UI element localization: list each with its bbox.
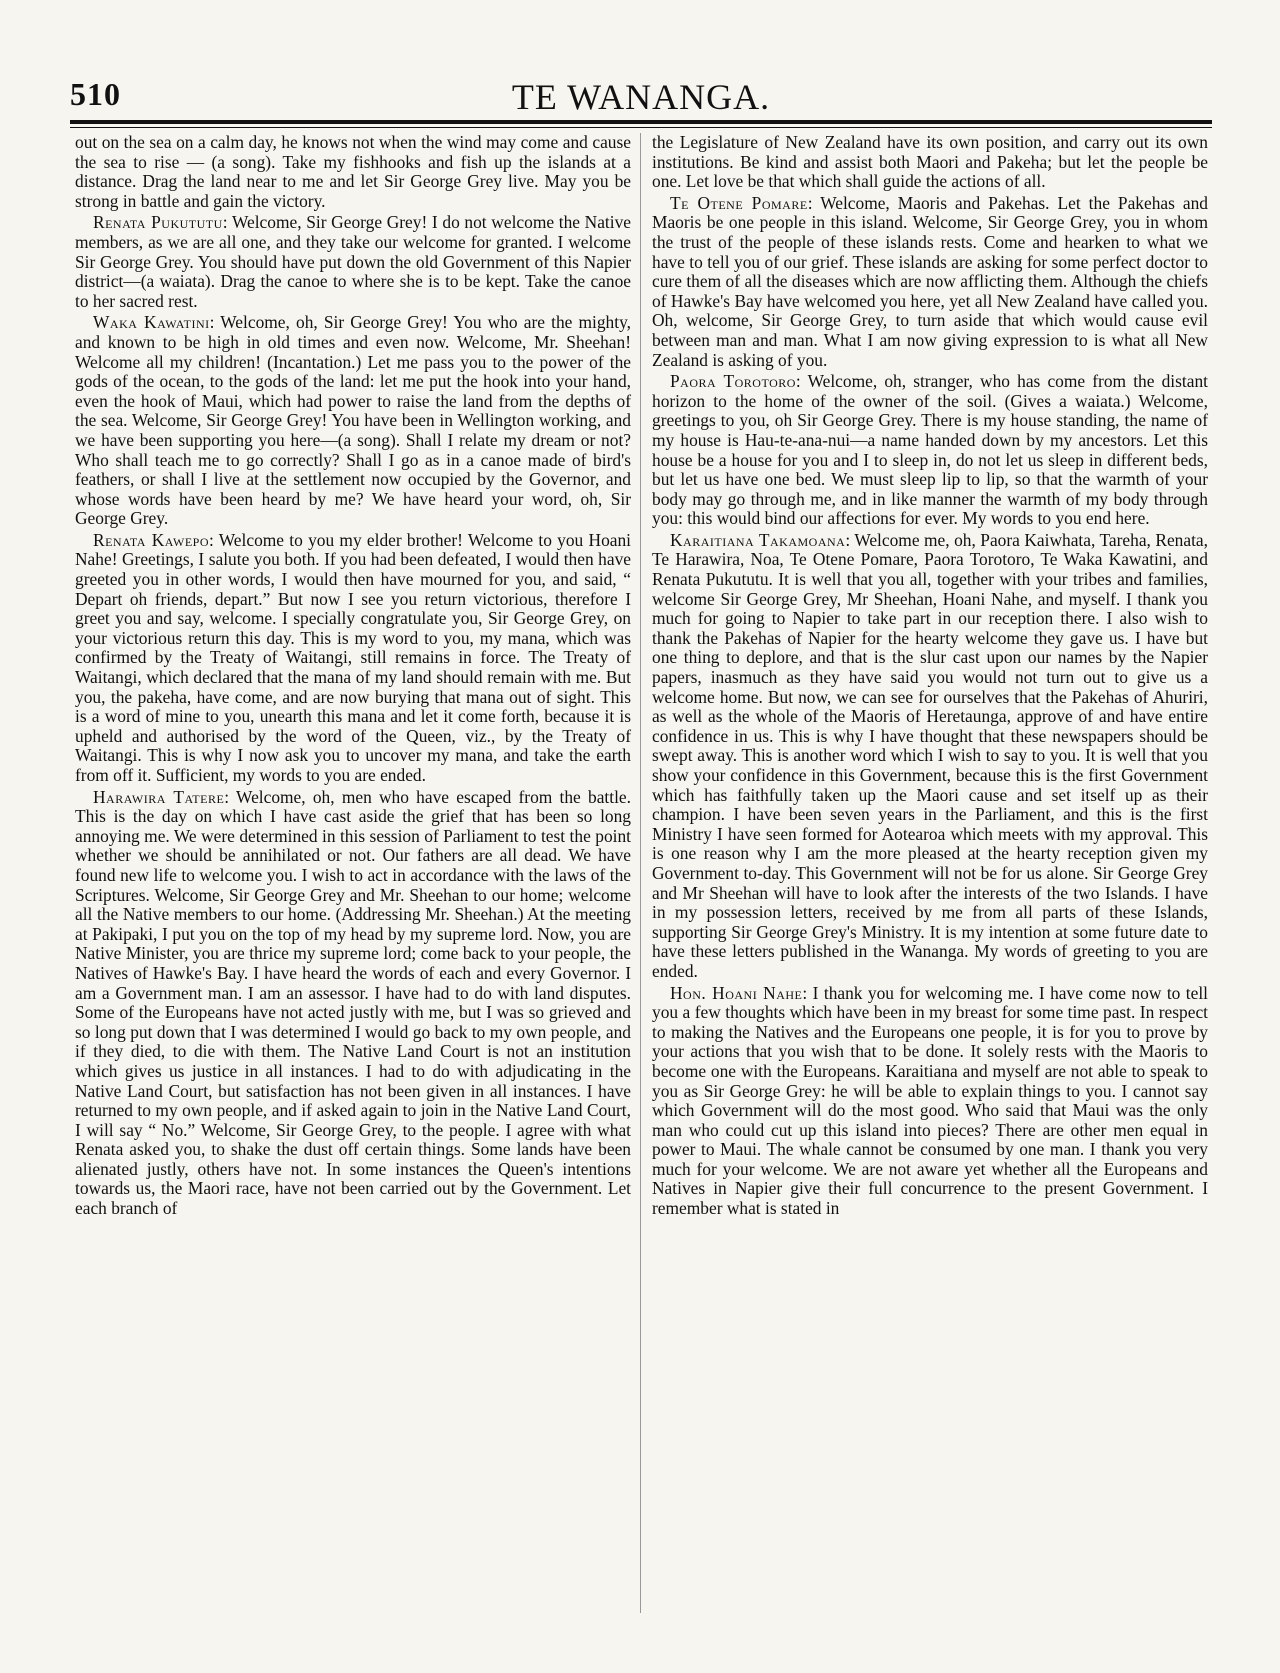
column-divider	[640, 133, 641, 1613]
speaker-name: Waka Kawatini	[93, 312, 210, 333]
paragraph-text: : Welcome, oh, Sir George Grey! You who are the mighty, and known to be high in old times and even now. Welcome, Mr. Sheehan! Welcome all my children! (Incantation.) Let me pass you to the power of the gods of the ocean, to the gods of the land: let me put the hook into your hand, even the hook of Maui, which had power to raise the land from the depths of the sea. Welcome, Sir George Grey! You have been in Wellington working, and we have been supporting you here—(a song). Shall I relate my dream or not? Who shall teach me to go correctly? Shall I go as in a canoe made of bird's feathers, or shall I live at the settlement now occupied by the Governor, and whose words have been heard by me? We have heard your word, oh, Sir George Grey.	[75, 312, 631, 529]
paragraph-text: : Welcome, Maoris and Pakehas. Let the Pakehas and Maoris be one people in this island. Welcome, Sir George Grey, you in whom the trust of the people of these islands rests. Come and hearken to what we have to tell you of our grief. These islands are asking for some perfect doctor to cure them of all the diseases which are now afflicting them. Although the chiefs of Hawke's Bay have welcomed you here, yet all New Zealand have called you. Oh, welcome, Sir George Grey, to turn aside that which would cause evil between man and man. What I am now giving expression to is what all New Zealand is asking of you.	[652, 192, 1209, 370]
speaker-name: Renata Pukututu	[93, 212, 223, 233]
speaker-name: Te Otene Pomare	[670, 192, 808, 213]
paragraph-text: the Legislature of New Zealand have its own position, and carry out its own institutions. Be kind and assist both Maori and Pakeha; but let the people be one. Let love be that which shall guide the actions of all.	[652, 132, 1208, 192]
paragraph	[652, 531, 1208, 982]
page-number: 510	[70, 76, 121, 112]
paragraph-text: : Welcome, oh, men who have escaped from the battle. This is the day on which I have cast aside the grief that has been so long annoying me. We were determined in this session of Parliament to test the point whether we should be annihilated or not. Our fathers are all dead. We have found new life to welcome you. I wish to act in accordance with the laws of the Scriptures. Welcome, Sir George Grey and Mr. Sheehan to our home; welcome all the Native members to our home. (Addressing Mr. Sheehan.) At the meeting at Pakipaki, I put you on the top of my head by my supreme lord. Now, you are Native Minister, you are thrice my supreme lord; come back to your people, the Natives of Hawke's Bay. I have heard the words of each and every Governor. I am a Government man. I am an assessor. I have had to do with land disputes. Some of the Europeans have not acted justly with me, but I was so grieved and so long put down that I was determined I would go back to my own people, and if they died, to die with them. The Native Land Court is not an institution which gives us justice in all instances. I had to do with adjudicating in the Native Land Court, but satisfaction has not been given in all instances. I have returned to my own people, and if asked again to join in the Native Land Court, I will say “ No.” Welcome, Sir George Grey, to the people. I agree with what Renata asked you, to shake the dust off certain things. Some lands have been alienated justly, others have not. In some instances the Queen's intentions towards us, the Maori race, have not been carried out by the Government. Let each branch of	[75, 786, 631, 1219]
masthead	[70, 68, 1212, 128]
paragraph	[652, 372, 1208, 529]
paragraph	[652, 984, 1208, 1219]
newspaper-title: TE WANANGA.	[511, 77, 771, 117]
masthead-rule-thick	[70, 120, 1212, 124]
paragraph-text: : Welcome to you my elder brother! Welcome to you Hoani Nahe! Greetings, I salute you both. If you had been defeated, I would then have greeted you in other words, I would then have mourned for you, and said, “ Depart oh friends, depart.” But now I see you return victorious, therefore I greet you and say, welcome. I specially congratulate you, Sir George Grey, on your victorious return this day. This is my word to you, my mana, which was confirmed by the Treaty of Waitangi, still remains in force. The Treaty of Waitangi, which declared that the mana of my land should remain with me. But you, the pakeha, have come, and are now burying that mana out of sight. This is a word of mine to you, unearth this mana and let it come forth, because it is upheld and authorised by the word of the Queen, viz., by the Treaty of Waitangi. This is why I now ask you to uncover my mana, and take the earth from off it. Sufficient, my words to you are ended.	[75, 529, 632, 785]
speaker-name: Paora Torotoro	[670, 371, 796, 392]
paragraph-text: : Welcome, oh, stranger, who has come from the distant horizon to the home of the owner of the soil. (Gives a waiata.) Welcome, greetings to you, oh Sir George Grey. There is my house standing, the name of my house is Hau-te-ana-nui—a name handed down by my ancestors. Let this house be a house for you and I to sleep in, do not let us sleep in different beds, but let us have one bed. We must sleep lip to lip, so that the warmth of your body may go through me, and in like manner the warmth of my body through you: this would bind our affections for ever. My words to you end here.	[652, 371, 1208, 529]
paragraph	[75, 788, 631, 1219]
paragraph-text: out on the sea on a calm day, he knows not when the wind may come and cause the sea to rise — (a song). Take my fishhooks and fish up the islands at a distance. Drag the land near to me and let Sir George Grey live. May you be strong in battle and gain the victory.	[75, 132, 631, 211]
right-column	[652, 133, 1208, 1221]
speaker-name: Renata Kawepo	[93, 529, 209, 550]
paragraph	[652, 194, 1208, 370]
masthead-rule-thin	[70, 127, 1212, 128]
speaker-name: Harawira Tatere	[93, 786, 225, 807]
speaker-name: Karaitiana Takamoana	[670, 529, 846, 550]
paragraph	[75, 531, 631, 786]
paragraph	[75, 133, 631, 211]
paragraph-text: : Welcome me, oh, Paora Kaiwhata, Tareha, Renata, Te Harawira, Noa, Te Otene Pomare, Paora Torotoro, Te Waka Kawatini, and Renata Pukututu. It is well that you all, together with your tribes and families, welcome Sir George Grey, Mr Sheehan, Hoani Nahe, and myself. I thank you much for going to Napier to take part in our reception there. I also wish to thank the Pakehas of Napier for the hearty welcome they gave us. I have but one thing to deplore, and that is the slur cast upon our names by the Napier papers, inasmuch as they have said you would not turn out to give us a welcome home. But now, we can see for ourselves that the Pakehas of Ahuriri, as well as the whole of the Maoris of Heretaunga, approve of and have entire confidence in us. This is why I have thought that these newspapers should be swept away. This is another word which I wish to say to you. It is well that you show your confidence in this Government, because this is the first Government which has faithfully taken up the Maori cause and set itself up as their champion. I have been seven years in the Parliament, and this is the first Ministry I have seen formed for Aotearoa which meets with my approval. This is one reason why I am the more pleased at the hearty reception given my Government to-day. This Government will not be for us alone. Sir George Grey and Mr Sheehan will have to look after the interests of the two Islands. I have in my possession letters, received by me from all parts of these Islands, supporting Sir George Grey's Ministry. It is my intention at some future date to have these letters published in the Wananga. My words of greeting to you are ended.	[652, 529, 1208, 981]
paragraph	[75, 213, 631, 311]
paragraph	[75, 313, 631, 529]
speaker-name: Hon. Hoani Nahe	[670, 982, 803, 1003]
paragraph-text: : I thank you for welcoming me. I have come now to tell you a few thoughts which have been in my breast for some time past. In respect to making the Natives and the Europeans one people, it is for you to prove by your actions that you wish that to be done. It solely rests with the Maoris to become one with the Europeans. Karaitiana and myself are not able to speak to you as Sir George Grey: he will be able to explain things to you. I cannot say which Government will do the most good. Who said that Maui was the only man who could cut up this island into pieces? There are other men equal in power to Maui. The whale cannot be consumed by one man. I thank you very much for your welcome. We are not aware yet whether all the Europeans and Natives in Napier give their full concurrence to the present Government. I remember what is stated in	[652, 982, 1208, 1219]
left-column	[75, 133, 631, 1221]
paragraph	[652, 133, 1208, 192]
paragraph-text: : Welcome, Sir George Grey! I do not welcome the Native members, as we are all one, and they take our welcome for granted. I welcome Sir George Grey. You should have put down the old Government of this Napier district—(a waiata). Drag the canoe to where she is to be kept. Take the canoe to her sacred rest.	[75, 212, 631, 311]
